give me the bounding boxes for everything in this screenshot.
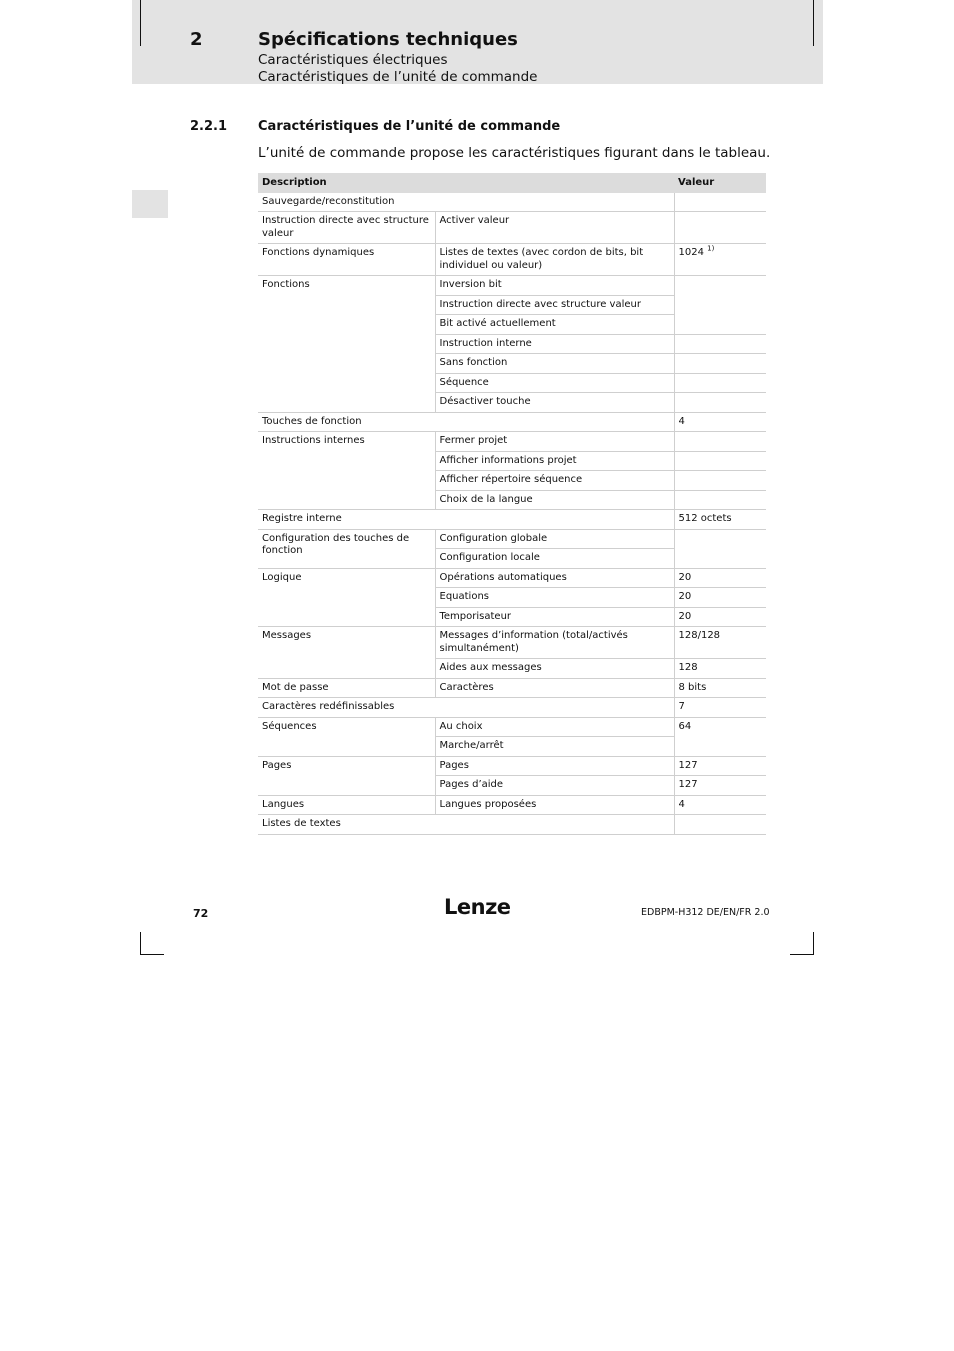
row-value <box>674 334 766 354</box>
row-value: 20 <box>674 568 766 588</box>
row-value: 4 <box>674 795 766 815</box>
row-value <box>674 432 766 452</box>
row-value <box>674 244 766 276</box>
table-row <box>258 678 766 698</box>
row-value: 128 <box>674 659 766 679</box>
row-description: Instructions internes <box>258 432 435 510</box>
value-text: 1024 <box>678 247 704 258</box>
row-detail: Sans fonction <box>435 354 674 374</box>
row-description: Logique <box>258 568 435 627</box>
header-value: Valeur <box>674 173 766 193</box>
crop-mark-bottom-right-vertical <box>813 932 814 955</box>
chapter-number: 2 <box>190 29 203 50</box>
row-description: Fonctions <box>258 276 435 413</box>
chapter-subtitle-2: Caractéristiques de l’unité de commande <box>258 69 538 85</box>
table-row <box>258 698 766 718</box>
row-value: 128/128 <box>674 627 766 659</box>
crop-mark-bottom-right-horizontal <box>790 954 814 955</box>
table-row <box>258 815 766 835</box>
table-row <box>258 276 766 296</box>
row-value <box>674 815 766 835</box>
row-detail: Listes de textes (avec cordon de bits, bit individuel ou valeur) <box>435 244 674 276</box>
row-detail: Instruction directe avec structure valeur <box>435 295 674 315</box>
table-row <box>258 717 766 737</box>
row-value <box>674 471 766 491</box>
chapter-subtitle-1: Caractéristiques électriques <box>258 52 448 68</box>
row-description: Pages <box>258 756 435 795</box>
row-detail: Opérations automatiques <box>435 568 674 588</box>
row-detail: Afficher répertoire séquence <box>435 471 674 491</box>
row-value: 8 bits <box>674 678 766 698</box>
table-row <box>258 244 766 276</box>
row-detail: Configuration locale <box>435 549 674 569</box>
row-detail: Pages d’aide <box>435 776 674 796</box>
crop-mark-top-left <box>140 0 141 46</box>
row-value <box>674 212 766 244</box>
section-intro: L’unité de commande propose les caractéristiques figurant dans le tableau. <box>258 145 771 161</box>
page-number: 72 <box>193 907 209 920</box>
row-detail: Activer valeur <box>435 212 674 244</box>
row-description: Listes de textes <box>258 815 674 835</box>
section-tab-marker <box>132 190 168 218</box>
row-value <box>674 373 766 393</box>
row-description: Langues <box>258 795 435 815</box>
lenze-logo: Lenze <box>444 895 511 919</box>
row-value: 512 octets <box>674 510 766 530</box>
table-row <box>258 412 766 432</box>
row-detail: Pages <box>435 756 674 776</box>
table-row <box>258 568 766 588</box>
row-value <box>674 393 766 413</box>
row-detail: Fermer projet <box>435 432 674 452</box>
row-detail: Inversion bit <box>435 276 674 296</box>
row-detail: Caractères <box>435 678 674 698</box>
row-value <box>674 276 766 335</box>
row-value <box>674 529 766 568</box>
chapter-title: Spécifications techniques <box>258 29 518 50</box>
row-detail: Instruction interne <box>435 334 674 354</box>
row-value <box>674 354 766 374</box>
row-value: 4 <box>674 412 766 432</box>
table-row <box>258 795 766 815</box>
row-detail: Afficher informations projet <box>435 451 674 471</box>
row-detail: Configuration globale <box>435 529 674 549</box>
row-description: Touches de fonction <box>258 412 674 432</box>
row-description: Instruction directe avec structure valeur <box>258 212 435 244</box>
row-value: 7 <box>674 698 766 718</box>
section-number: 2.2.1 <box>190 119 228 134</box>
row-description: Caractères redéfinissables <box>258 698 674 718</box>
table-row <box>258 756 766 776</box>
row-description: Séquences <box>258 717 435 756</box>
row-detail: Langues proposées <box>435 795 674 815</box>
row-detail: Choix de la langue <box>435 490 674 510</box>
table-row <box>258 212 766 244</box>
row-value: 64 <box>674 717 766 756</box>
row-value <box>674 193 766 212</box>
row-detail: Aides aux messages <box>435 659 674 679</box>
row-description: Messages <box>258 627 435 679</box>
row-detail: Marche/arrêt <box>435 737 674 757</box>
table-row <box>258 193 766 212</box>
row-value <box>674 490 766 510</box>
row-detail: Messages d’information (total/activés simultanément) <box>435 627 674 659</box>
row-detail: Bit activé actuellement <box>435 315 674 335</box>
document-reference: EDBPM-H312 DE/EN/FR 2.0 <box>641 907 770 918</box>
row-value <box>674 451 766 471</box>
row-description: Mot de passe <box>258 678 435 698</box>
row-value: 127 <box>674 756 766 776</box>
row-description: Fonctions dynamiques <box>258 244 435 276</box>
row-detail: Equations <box>435 588 674 608</box>
row-detail: Temporisateur <box>435 607 674 627</box>
table-row <box>258 510 766 530</box>
footnote-mark: 1) <box>707 244 715 253</box>
crop-mark-bottom-left-vertical <box>140 932 141 955</box>
table-row <box>258 432 766 452</box>
row-value: 20 <box>674 588 766 608</box>
row-detail: Désactiver touche <box>435 393 674 413</box>
crop-mark-bottom-left-horizontal <box>140 954 164 955</box>
row-detail: Au choix <box>435 717 674 737</box>
row-description: Configuration des touches de fonction <box>258 529 435 568</box>
row-value: 20 <box>674 607 766 627</box>
crop-mark-top-right <box>813 0 814 46</box>
row-description: Registre interne <box>258 510 674 530</box>
table-row <box>258 529 766 549</box>
row-value: 127 <box>674 776 766 796</box>
row-description: Sauvegarde/reconstitution <box>258 193 674 212</box>
header-description: Description <box>258 173 674 193</box>
table-header-row <box>258 173 766 193</box>
specifications-table <box>258 173 766 835</box>
table-row <box>258 627 766 659</box>
row-detail: Séquence <box>435 373 674 393</box>
section-title: Caractéristiques de l’unité de commande <box>258 119 561 134</box>
